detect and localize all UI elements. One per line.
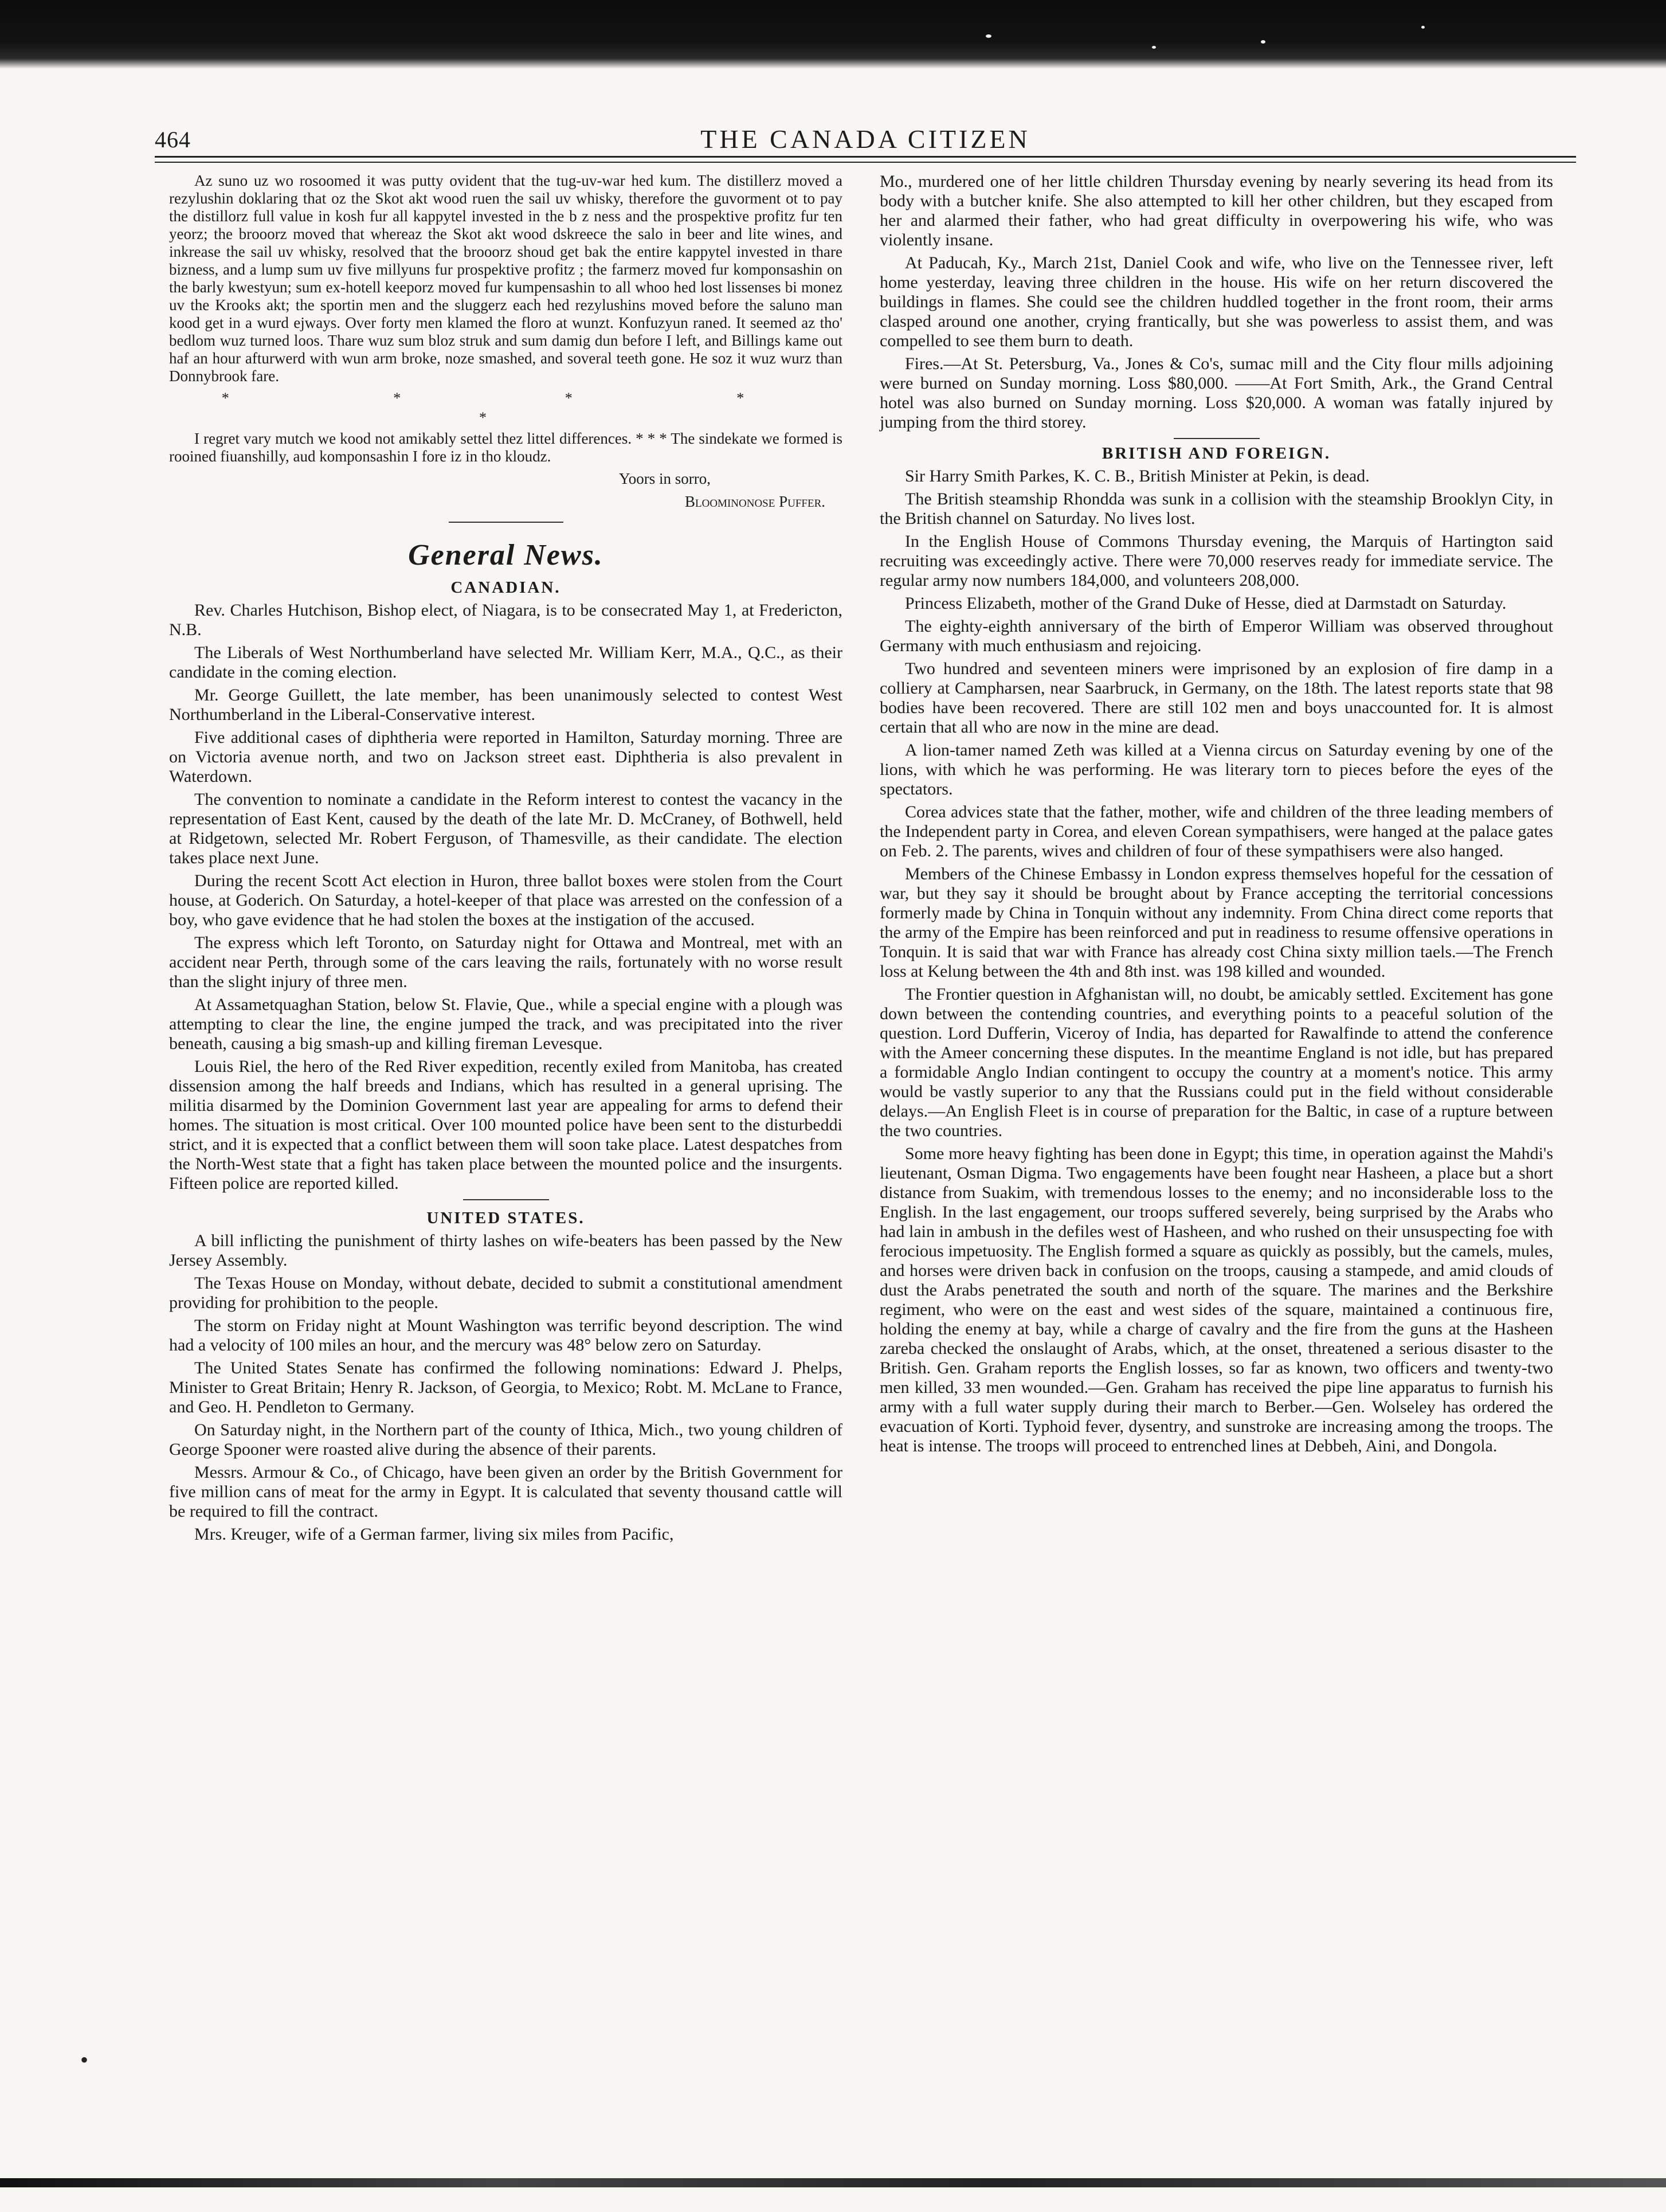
right-column (880, 172, 1553, 1459)
subhead-united-states: UNITED STATES. (426, 1209, 585, 1227)
news-item: The Frontier question in Afghanistan will, no doubt, be amicably settled. Excitement has gone down between the contending countries, and everything points to a peaceful solution of the question. Lord Dufferin, Viceroy of India, has departed for Rawalfinde to attend the conference with the Ameer concerning these disputes. In the meantime England is not idle, but has prepared a formidable Anglo Indian contingent to occupy the country at a moment's notice. This army would be vastly superior to any that the Russians could put in the field without considerable delays.—An English Fleet is in course of preparation for the Baltic, in case of a rupture between the two countries. (880, 985, 1553, 1140)
news-item: The eighty-eighth anniversary of the birth of Emperor William was observed throughout Germany with much enthusiasm and rejoicing. (880, 617, 1553, 655)
news-item: The Texas House on Monday, without debate, decided to submit a constitutional amendment providing for prohibition to the people. (169, 1274, 842, 1312)
news-item-continued: Mo., murdered one of her little children Thursday evening by nearly severing its head from its body with a butcher knife. She also attempted to kill her other children, but they escaped from her and alarmed their father, who had great difficulty in overpowering his wife, who was violently insane. (880, 172, 1553, 249)
news-item: Louis Riel, the hero of the Red River expedition, recently exiled from Manitoba, has created dissension among the half breeds and Indians, which has resulted in a general uprising. The militia disarmed by the Dominion Government last year are appealing for arms to defend their homes. The situation is most critical. Over 100 mounted police have been sent to the disturbeddi strict, and it is expected that a conflict between them will soon take place. Latest despatches from the North-West state that a fight has taken place between the mounted police and the insurgents. Fifteen police are reported killed. (169, 1057, 842, 1193)
news-item: Corea advices state that the father, mother, wife and children of the three leading members of the Independent party in Corea, and eleven Corean sympathisers, were hanged at the palace gates on Feb. 2. The parents, wives and children of four of these sympathisers were also hanged. (880, 802, 1553, 860)
news-item: A bill inflicting the punishment of thirty lashes on wife-beaters has been passed by the New Jersey Assembly. (169, 1231, 842, 1270)
news-item: The express which left Toronto, on Saturday night for Ottawa and Montreal, met with an accident near Perth, through some of the cars leaving the rails, fortunately with no worse result than the slight injury of three men. (169, 933, 842, 991)
news-item: Mrs. Kreuger, wife of a German farmer, living six miles from Pacific, (194, 1525, 674, 1544)
news-item: In the English House of Commons Thursday evening, the Marquis of Hartington said recruiting was exceedingly active. There were 70,000 reserves ready for immediate service. The regular army now numbers 184,000, and volunteers 208,000. (880, 532, 1553, 590)
header-rule (155, 156, 1576, 158)
subsection-divider (463, 1199, 549, 1200)
dialect-letter-regret: I regret vary mutch we kood not amikably settel thez littel differences. * * * The sindekate we formed is rooined fiuanshilly, aud komponsashin I fore iz in tho kloudz. (169, 430, 842, 465)
news-item: Fires.—At St. Petersburg, Va., Jones & Co's, sumac mill and the City flour mills adjoining were burned on Sunday morning. Loss $80,000. ——At Fort Smith, Ark., the Grand Central hotel was also burned on Sunday morning. Loss $20,000. A woman was fatally injured by jumping from the third storey. (880, 354, 1553, 432)
page-header (155, 120, 1576, 160)
news-item: A lion-tamer named Zeth was killed at a Vienna circus on Saturday evening by one of the lions, with which he was performing. He was literary torn to pieces before the eyes of the spectators. (880, 741, 1553, 798)
news-item: At Paducah, Ky., March 21st, Daniel Cook and wife, who live on the Tennessee river, left home yesterday, leaving three children in the house. His wife on her return discovered the buildings in flames. She could see the children huddled together in the front room, their arms clasped around one another, crying frantically, but she was powerless to assist them, and was compelled to see them burn to death. (880, 253, 1553, 350)
running-title: THE CANADA CITIZEN (700, 124, 1030, 154)
page-number: 464 (155, 127, 191, 152)
news-item: At Assametquaghan Station, below St. Flavie, Que., while a special engine with a plough was attempting to clear the line, the engine jumped the track, and was precipitated into the river beneath, causing a big smash-up and killing fireman Levesque. (169, 995, 842, 1053)
news-item: Five additional cases of diphtheria were reported in Hamilton, Saturday morning. Three are on Victoria avenue north, and two on Jackson street east. Diphtheria is also prevalent in Waterdown. (169, 728, 842, 786)
news-item: Sir Harry Smith Parkes, K. C. B., British Minister at Pekin, is dead. (905, 467, 1370, 486)
news-item: The Liberals of West Northumberland have selected Mr. William Kerr, M.A., Q.C., as their candidate in the coming election. (169, 643, 842, 682)
subhead-canadian: CANADIAN. (450, 578, 561, 597)
scan-bottom-edge (0, 2178, 1666, 2187)
news-item: Rev. Charles Hutchison, Bishop elect, of Niagara, is to be consecrated May 1, at Fredericton, N.B. (169, 601, 842, 639)
margin-dot: • (80, 2047, 89, 2073)
left-column (169, 172, 842, 1548)
dialect-letter-body: Az suno uz wo rosoomed it was putty ovident that the tug-uv-war hed kum. The distillerz moved a rezylushin doklaring that oz the Skot akt wood ruen the sail uv whisky, therefore the guvorment ot to pay the distillorz full value in kosh fur all kappytel invested in the b z ness and the prospektive profitz fur ten yeorz; the brooorz moved that whereaz the Skot akt wood dskreece the salo in beer and lite wines, and inkrease the sail uv whisky, resolved that the brooorz shoud get bak the entire kappytel invested in thare bizness, and a lump sum uv five millyuns fur prospektive profitz ; the farmerz moved fur komponsashin on the barly kwestyun; sum ex-hotell keeporz moved fur kumpensashin to all whoo hed lost lissenses bi monez uv the Krooks akt; the sportin men and the sluggerz each hed rezylushins moved before the saluno man kood get in a wurd ejways. Over forty men klamed the floro at wunzt. Konfuzyun raned. It seemed az tho' bedlom wuz turned loos. Thare wuz sum bloz struk and sum damig dun before I left, and Billings kame out haf an hour afturwerd with wun arm broke, noze smashed, and soveral teeth gone. He soz it wuz wurz than Donnybrook fare. (169, 172, 842, 385)
news-item: The convention to nominate a candidate in the Reform interest to contest the vacancy in the representation of East Kent, caused by the death of the late Mr. D. McCraney, of Bothwell, held at Ridgetown, selected Mr. Robert Ferguson, of Thamesville, as their candidate. The election takes place next June. (169, 790, 842, 867)
news-item: Messrs. Armour & Co., of Chicago, have been given an order by the British Government for five million cans of meat for the army in Egypt. It is calculated that seventy thousand cattle will be required to fill the contract. (169, 1463, 842, 1521)
news-item: The storm on Friday night at Mount Washington was terrific beyond description. The wind had a velocity of 100 miles an hour, and the mercury was 48° below zero on Saturday. (169, 1316, 842, 1354)
subsection-divider (1174, 438, 1260, 439)
letter-closing: Yoors in sorro, (618, 470, 711, 487)
news-item: Two hundred and seventeen miners were imprisoned by an explosion of fire damp in a colliery at Campharsen, near Saarbruck, in Germany, on the 18th. The latest reports state that 98 bodies have been recovered. There are still 102 men and boys unaccounted for. It is almost certain that all who are now in the mine are dead. (880, 659, 1553, 737)
news-item: During the recent Scott Act election in Huron, three ballot boxes were stolen from the Court house, at Goderich. On Saturday, a hotel-keeper of that place was arrested on the confession of a boy, who gave evidence that he had stolen the boxes at the instigation of the accused. (169, 871, 842, 929)
section-title-general-news: General News. (408, 539, 603, 571)
asterism: * * * * * (221, 390, 825, 426)
news-item: Mr. George Guillett, the late member, has been unanimously selected to contest West Northumberland in the Liberal-Conservative interest. (169, 686, 842, 724)
news-item: The British steamship Rhondda was sunk in a collision with the steamship Brooklyn City, in the British channel on Saturday. No lives lost. (880, 490, 1553, 528)
letter-signature: Bloominonose Puffer. (685, 493, 825, 510)
news-item: On Saturday night, in the Northern part of the county of Ithica, Mich., two young children of George Spooner were roasted alive during the absence of their parents. (169, 1420, 842, 1459)
subhead-british-and-foreign: BRITISH AND FOREIGN. (1101, 444, 1331, 463)
header-rule-thin (155, 162, 1576, 163)
news-item: Members of the Chinese Embassy in London express themselves hopeful for the cessation of war, but they say it should be brought about by France accepting the territorial concessions formerly made by China in Tonquin without any indemnity. From China direct come reports that the army of the Empire has been reinforced and put in readiness to resume offensive operations in Tonquin. It is said that war with France has already cost China sixty million taels.—The French loss at Kelung between the 4th and 8th inst. was 198 killed and wounded. (880, 864, 1553, 981)
news-item: Some more heavy fighting has been done in Egypt; this time, in operation against the Mahdi's lieutenant, Osman Digma. Two engagements have been fought near Hasheen, a place but a short distance from Suakim, with tremendous losses to the enemy; and no inconsiderable loss to the English. In the last engagement, our troops suffered severely, being surprised by the Arabs who had lain in ambush in the defiles west of Hasheen, and who rushed on their unsuspecting foe with ferocious impetuosity. The English formed a square as quickly as possibly, but the camels, mules, and horses were driven back in confusion on the troops, causing a stampede, and amid clouds of dust the Arabs penetrated the south and north of the square. The marines and the Berkshire regiment, who were on the east and west sides of the square, maintained a continuous fire, holding the enemy at bay, while a charge of cavalry and the fire from the guns at the Hasheen zareba checked the onslaught of Arabs, which, at the onset, threatened a serious disaster to the British. Gen. Graham reports the English losses, so far as known, two officers and twenty-two men killed, 33 men wounded.—Gen. Graham has received the pipe line apparatus to furnish his army with a full water supply during their march to Berber.—Gen. Wolseley has ordered the evacuation of Korti. Typhoid fever, dysentry, and sunstroke are increasing among the troops. The heat is intense. The troops will proceed to entrenched lines at Debbeh, Aini, and Dongola. (880, 1144, 1553, 1455)
news-item: Princess Elizabeth, mother of the Grand Duke of Hesse, died at Darmstadt on Saturday. (905, 594, 1507, 613)
section-divider (449, 522, 563, 523)
scan-top-edge (0, 0, 1666, 69)
news-item: The United States Senate has confirmed the following nominations: Edward J. Phelps, Minister to Great Britain; Henry R. Jackson, of Georgia, to Mexico; Robt. M. McLane to France, and Geo. H. Pendleton to Germany. (169, 1358, 842, 1416)
